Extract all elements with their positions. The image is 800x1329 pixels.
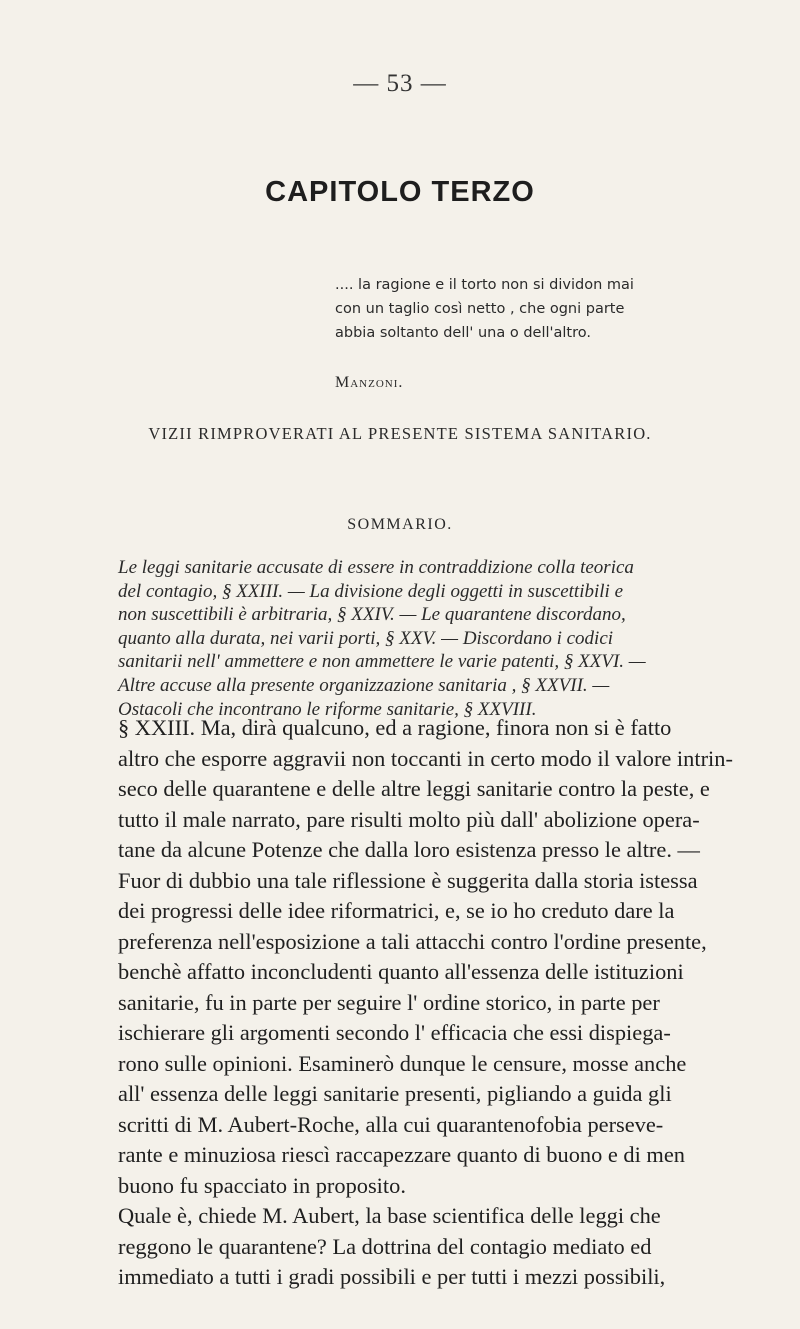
summary-line: Altre accuse alla presente organizzazione sanitaria , § XXVII. — [118,674,610,696]
body-line: altro che esporre aggravii non toccanti in certo modo il valore intrin- [118,745,733,771]
body-line: ischierare gli argomenti secondo l' efficacia che essi dispiega- [118,1020,671,1045]
summary-line: Ostacoli che incontrano le riforme sanitarie, § XXVIII. [118,698,537,720]
body-line: sanitarie, fu in parte per seguire l' ordine storico, in parte per [118,989,660,1015]
body-line: rono sulle opinioni. Esaminerò dunque le censure, mosse anche [118,1050,687,1076]
epigraph-line: abbia soltanto dell' una o dell'altro. [335,325,591,341]
body-line: preferenza nell'esposizione a tali attacchi contro l'ordine presente, [118,928,707,954]
summary-heading: SOMMARIO. [347,516,453,533]
body-text [118,713,733,1293]
summary-line: del contagio, § XXIII. — La divisione degli oggetti in suscettibili e [118,580,624,602]
chapter-title: CAPITOLO TERZO [265,176,535,208]
body-line: tutto il male narrato, pare risulti molto più dall' abolizione opera- [118,806,700,832]
body-line: seco delle quarantene e delle altre leggi sanitarie contro la peste, e [118,776,710,801]
body-line: dei progressi delle idee riformatrici, e, se io ho creduto dare la [118,898,675,923]
body-line: all' essenza delle leggi sanitarie presenti, pigliando a guida gli [118,1081,672,1106]
epigraph-line: con un taglio così netto , che ogni parte [335,301,625,317]
body-line: benchè affatto inconcludenti quanto all'essenza delle istituzioni [118,959,684,984]
body-line: rante e minuziosa riescì raccapezzare quanto di buono e di men [118,1142,685,1167]
page-number: — 53 — [353,70,447,97]
epigraph-line: .... la ragione e il torto non si dividon mai [335,277,634,293]
summary-text [118,556,713,721]
body-line: Quale è, chiede M. Aubert, la base scientifica delle leggi che [118,1203,661,1228]
summary-line: sanitarii nell' ammettere e non ammettere le varie patenti, § XXVI. — [118,651,646,673]
summary-line: non suscettibili è arbitraria, § XXIV. — Le quarantene discordano, [118,604,626,626]
body-line: scritti di M. Aubert-Roche, alla cui quarantenofobia perseve- [118,1111,664,1137]
epigraph-attribution: Manzoni. [335,374,404,391]
body-line: § XXIII. Ma, dirà qualcuno, ed a ragione, finora non si è fatto [118,715,672,740]
summary-line: Le leggi sanitarie accusate di essere in contraddizione colla teorica [118,557,634,578]
summary-line: quanto alla durata, nei varii porti, § XXV. — Discordano i codici [118,627,614,649]
body-line: reggono le quarantene? La dottrina del contagio mediato ed [118,1233,652,1259]
body-line: Fuor di dubbio una tale riflessione è suggerita dalla storia istessa [118,867,698,893]
body-line: buono fu spacciato in proposito. [118,1172,406,1198]
body-line: tane da alcune Potenze che dalla loro esistenza presso le altre. — [118,837,700,862]
epigraph [335,273,775,391]
section-heading: VIZII RIMPROVERATI AL PRESENTE SISTEMA SANITARIO. [148,424,652,443]
body-line: immediato a tutti i gradi possibili e per tutti i mezzi possibili, [118,1264,666,1289]
